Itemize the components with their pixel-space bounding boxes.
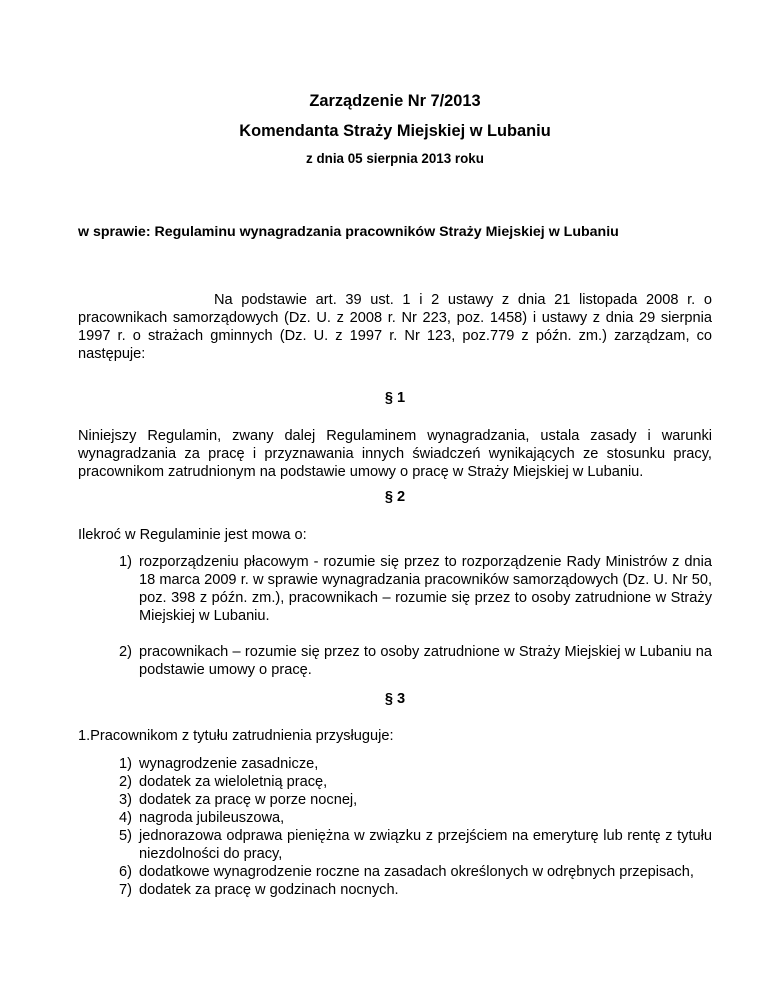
section-heading-3: § 3 — [384, 691, 406, 707]
section-3-intro: 1.Pracownikom z tytułu zatrudnienia przysługuje: — [78, 728, 394, 744]
document-subject: w sprawie: Regulaminu wynagradzania pracowników Straży Miejskiej w Lubaniu — [78, 224, 619, 240]
list-item-number: 4) — [119, 810, 132, 826]
section-2-intro: Ilekroć w Regulaminie jest mowa o: — [78, 527, 307, 543]
benefits-list — [78, 755, 712, 899]
list-item-text: wynagrodzenie zasadnicze, — [139, 756, 319, 772]
list-item-number: 5) — [119, 828, 132, 844]
document-date: z dnia 05 sierpnia 2013 roku — [306, 151, 484, 166]
list-item-text: jednorazowa odprawa pieniężna w związku z przejściem na emeryturę lub rentę z tytułu niezdolności do pracy, — [139, 828, 712, 862]
list-item-number: 6) — [119, 864, 132, 880]
list-item-text: dodatek za pracę w porze nocnej, — [139, 792, 358, 808]
list-item — [78, 881, 712, 899]
section-1-text: Niniejszy Regulamin, zwany dalej Regulaminem wynagradzania, ustala zasady i warunki wynagradzania za pracę i przyznawania innych świadczeń wynikających ze stosunku pracy, pracownikom zatrudnionym na podstawie umowy o pracę w Straży Miejskiej w Lubaniu. — [78, 428, 712, 480]
list-item-text: rozporządzeniu płacowym - rozumie się przez to rozporządzenie Rady Ministrów z dnia 18 marca 2009 r. w sprawie wynagradzania pracowników samorządowych (Dz. U. Nr 50, poz. 398 z późn. zm.), pracownikach – rozumie się przez to osoby zatrudnione w Straży Miejskiej w Lubaniu. — [139, 554, 712, 624]
list-item-number: 1) — [119, 756, 132, 772]
legal-basis-text: Na podstawie art. 39 ust. 1 i 2 ustawy z dnia 21 listopada 2008 r. o pracownikach samorządowych (Dz. U. z 2008 r. Nr 223, poz. 1458) i ustawy z dnia 29 sierpnia 1997 r. o strażach gminnych (Dz. U. z 1997 r. Nr 123, poz.779 z późn. zm.) zarządzam, co następuje: — [78, 292, 712, 362]
list-item — [78, 773, 712, 791]
list-item — [78, 553, 712, 625]
list-item — [78, 827, 712, 863]
list-item — [78, 809, 712, 827]
section-heading-2: § 2 — [384, 489, 406, 505]
list-item-number: 7) — [119, 882, 132, 898]
list-item-text: dodatkowe wynagrodzenie roczne na zasadach określonych w odrębnych przepisach, — [139, 864, 694, 880]
document-title: Zarządzenie Nr 7/2013 — [309, 92, 481, 110]
list-item — [78, 643, 712, 679]
list-item — [78, 791, 712, 809]
section-heading-1: § 1 — [384, 390, 406, 406]
list-item-text: pracownikach – rozumie się przez to osoby zatrudnione w Straży Miejskiej w Lubaniu na podstawie umowy o pracę. — [139, 644, 712, 678]
definitions-list — [78, 553, 712, 679]
document-issuer: Komendanta Straży Miejskiej w Lubaniu — [239, 122, 551, 140]
legal-basis-paragraph — [78, 291, 712, 363]
list-item-number: 2) — [119, 774, 132, 790]
list-item-text: dodatek za wieloletnią pracę, — [139, 774, 328, 790]
list-item-number: 3) — [119, 792, 132, 808]
list-item — [78, 755, 712, 773]
list-item-text: dodatek za pracę w godzinach nocnych. — [139, 882, 399, 898]
list-item — [78, 863, 712, 881]
list-item-text: nagroda jubileuszowa, — [139, 810, 285, 826]
list-item-number: 2) — [119, 644, 132, 660]
list-item-number: 1) — [119, 554, 132, 570]
